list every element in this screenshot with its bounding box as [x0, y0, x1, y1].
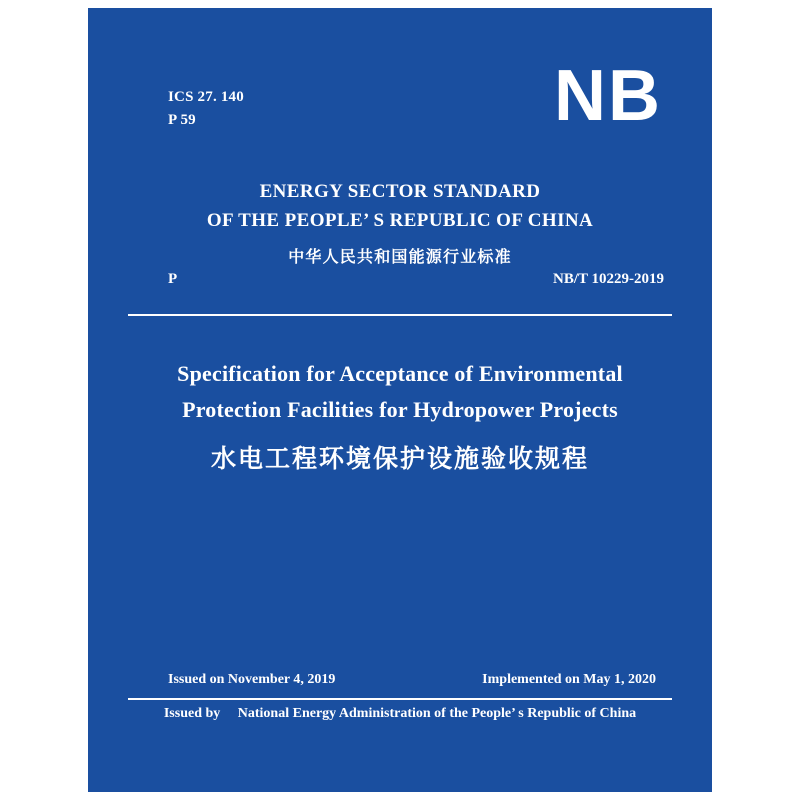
publisher-row [128, 706, 672, 722]
title-english-line2: Protection Facilities for Hydropower Projects [182, 396, 618, 422]
ics-code: ICS 27. 140 [168, 89, 244, 105]
issued-date: Issued on November 4, 2019 [168, 672, 336, 687]
standard-org-chinese: 中华人民共和国能源行业标准 [288, 247, 512, 266]
nb-logo: NB [554, 56, 662, 136]
divider-top [128, 314, 672, 316]
publisher-name: National Energy Administration of the People’ s Republic of China [237, 706, 637, 721]
divider-bottom [128, 698, 672, 700]
issuing-body-block [88, 178, 712, 267]
implemented-date: Implemented on May 1, 2020 [482, 672, 656, 687]
title-english-line1: Specification for Acceptance of Environmental [177, 361, 623, 386]
ics-classification-block [168, 86, 244, 133]
standard-title-block [128, 356, 672, 475]
title-chinese: 水电工程环境保护设施验收规程 [210, 444, 589, 474]
standard-org-english-line2: OF THE PEOPLE’ S REPUBLIC OF CHINA [206, 209, 594, 231]
standard-org-english-line1: ENERGY SECTOR STANDARD [259, 181, 541, 202]
designation-category-code: P [168, 271, 178, 287]
designation-row [168, 271, 664, 288]
designation-number: NB/T 10229-2019 [553, 271, 664, 287]
dates-row [168, 672, 656, 688]
standard-cover [88, 8, 712, 792]
category-code-p59: P 59 [168, 112, 196, 129]
publisher-label: Issued by [163, 706, 221, 721]
